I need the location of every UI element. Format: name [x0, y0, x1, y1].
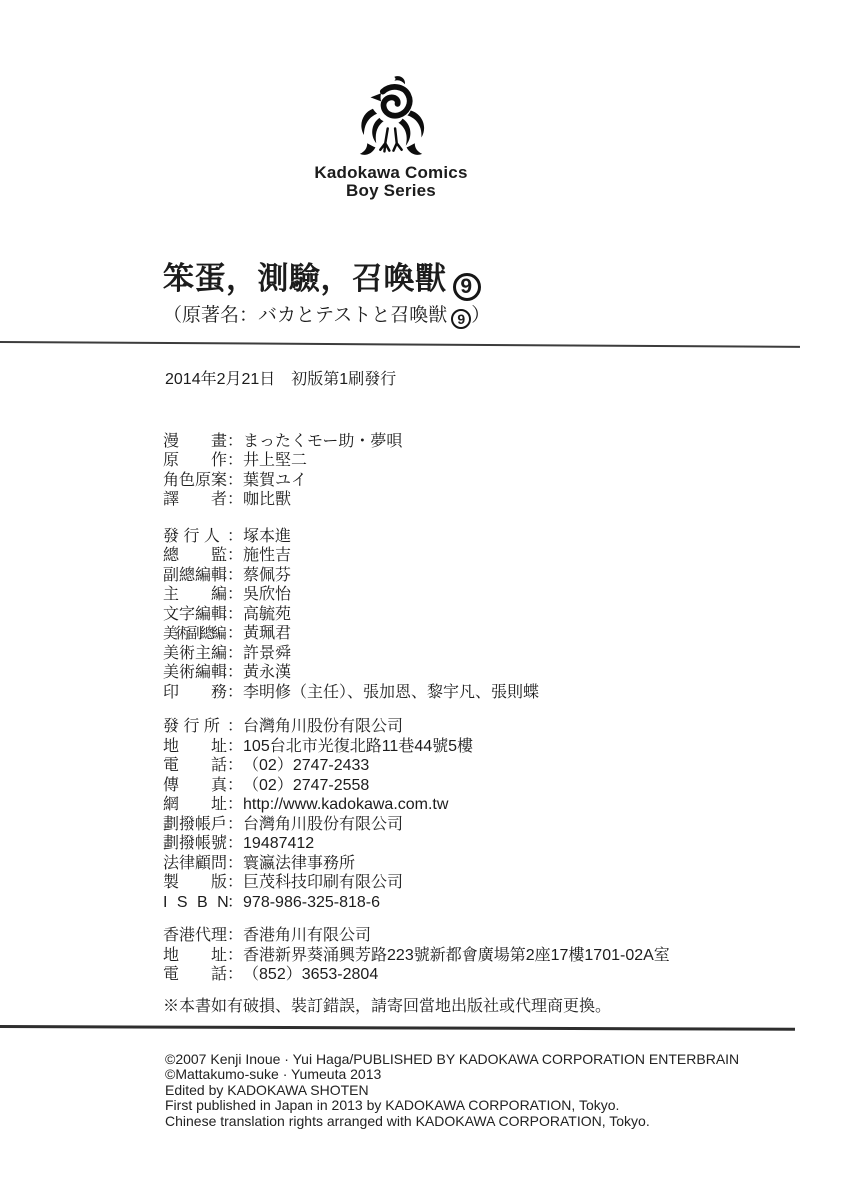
credit-value: 台灣角川股份有限公司 — [243, 718, 404, 735]
credit-colon: ： — [227, 874, 244, 891]
divider-line-top — [0, 341, 800, 348]
isbn-value: 978-986-325-818-6 — [243, 893, 381, 911]
credit-row — [163, 965, 850, 985]
page-title — [163, 260, 850, 301]
credit-value: 黃永漢 — [243, 664, 292, 681]
credit-value: 黃珮君 — [243, 625, 292, 642]
credit-colon: ： — [227, 664, 244, 681]
logo-caption-line2: Boy Series — [346, 181, 436, 200]
credit-colon: ： — [227, 547, 244, 564]
credit-value: 吳欣怡 — [243, 586, 292, 603]
copyright-line: Edited by KADOKAWA SHOTEN — [165, 1081, 369, 1098]
credit-row — [163, 490, 850, 510]
credit-row — [163, 527, 850, 547]
credit-row — [163, 946, 850, 966]
credit-row — [163, 585, 850, 605]
credit-label: 地 址 — [163, 737, 228, 755]
credit-row — [163, 644, 850, 664]
staff-credits — [163, 432, 850, 510]
credit-colon: ： — [227, 683, 244, 701]
credit-colon: ： — [227, 966, 244, 983]
credit-value: 葉賀ユイ — [243, 471, 308, 489]
logo-caption-line1: Kadokawa Comics — [314, 163, 468, 182]
credit-label: 網 址 — [163, 796, 228, 813]
credit-value: 李明修（主任）、張加恩、黎宇凡、張則蝶 — [243, 683, 540, 701]
credit-colon: ： — [227, 815, 244, 833]
credit-label: 美術副總編 — [163, 625, 225, 642]
original-volume-badge: 9 — [451, 309, 471, 329]
divider-line-bottom — [0, 1025, 795, 1031]
publisher-info — [163, 717, 850, 912]
credit-label: 法律顧問 — [163, 854, 228, 872]
credit-label: 電 話 — [163, 757, 228, 774]
credit-colon: ： — [227, 625, 244, 642]
credit-label: 文字編輯 — [163, 605, 228, 623]
credit-row — [163, 451, 850, 471]
credit-value: （852）3653-2804 — [243, 966, 379, 983]
credit-row — [163, 605, 850, 625]
credit-value: 高毓苑 — [243, 605, 292, 623]
credit-value: 香港角川有限公司 — [243, 927, 372, 944]
volume-number-badge: 9 — [453, 273, 481, 301]
credit-colon: ： — [227, 566, 244, 584]
publisher-logo-block — [281, 74, 501, 200]
kadokawa-phoenix-icon — [350, 74, 432, 160]
credit-label: 譯 者 — [163, 491, 228, 508]
credit-row — [163, 624, 850, 644]
credit-value: 香港新界葵涌興芳路223號新都會廣場第2座17樓1701-02A室 — [243, 946, 670, 964]
credit-colon: ： — [227, 796, 244, 813]
credit-value: 巨茂科技印刷有限公司 — [243, 874, 404, 891]
credit-row — [163, 834, 850, 854]
credit-row — [163, 893, 850, 913]
credit-value: 許景舜 — [243, 644, 292, 662]
credit-label: 印 務 — [163, 683, 228, 701]
credit-label: 電 話 — [163, 966, 228, 983]
credit-colon: ： — [227, 491, 244, 508]
credit-label: 角色原案 — [163, 471, 228, 489]
credit-value: 寰瀛法律事務所 — [243, 854, 356, 872]
credit-row — [163, 546, 850, 566]
credit-row — [163, 737, 850, 757]
credit-row — [163, 432, 850, 452]
credit-value: 19487412 — [243, 835, 315, 852]
copyright-line: ©Mattakumo-suke · Yumeuta 2013 — [165, 1066, 382, 1083]
production-credits — [163, 527, 850, 703]
replacement-notice: ※本書如有破損、裝訂錯誤，請寄回當地出版社或代理商更換。 — [163, 997, 612, 1015]
credit-label: 漫 畫 — [163, 432, 228, 450]
credit-value: 咖比獸 — [243, 491, 292, 508]
credit-row — [163, 776, 850, 796]
credit-colon: ： — [227, 776, 244, 794]
credit-label: 發 行 所 — [163, 718, 220, 735]
credit-colon: ： — [227, 605, 244, 623]
credit-colon: ： — [227, 946, 244, 964]
credit-value: 施性吉 — [243, 547, 292, 564]
credit-row — [163, 683, 850, 703]
website-url: http://www.kadokawa.com.tw — [243, 796, 449, 813]
credit-value: 塚本進 — [243, 527, 292, 545]
credit-colon: ： — [227, 527, 244, 545]
credit-value: 台灣角川股份有限公司 — [243, 815, 404, 833]
copyright-line: Chinese translation rights arranged with KADOKAWA CORPORATION, Tokyo. — [165, 1112, 650, 1129]
edition-date: 2014年2月21日 初版第1刷發行 — [165, 370, 397, 388]
credit-label: 美術編輯 — [163, 664, 228, 681]
credit-colon: ： — [227, 452, 244, 469]
credit-row — [163, 795, 850, 815]
credit-colon: ： — [227, 757, 244, 774]
credit-label: 製 版 — [163, 874, 228, 891]
credit-row — [163, 471, 850, 491]
credit-row — [163, 663, 850, 683]
copyright-block — [165, 1052, 850, 1130]
credit-row — [163, 566, 850, 586]
credit-label: 發 行 人 — [163, 527, 220, 545]
title-block — [163, 260, 850, 329]
credit-row — [163, 717, 850, 737]
copyright-line: First published in Japan in 2013 by KADOKAWA CORPORATION, Tokyo. — [165, 1097, 620, 1114]
credit-colon: ： — [227, 471, 244, 489]
credit-value: まったくモー助・夢唄 — [243, 432, 403, 450]
credit-colon: ： — [227, 927, 244, 944]
credit-label: 主 編 — [163, 586, 228, 603]
book-title-text: 笨蛋，測驗，召喚獸 — [163, 261, 447, 296]
credit-label: 原 作 — [163, 452, 228, 469]
credit-label: 美術主編 — [163, 644, 228, 662]
hongkong-agent-info — [163, 926, 850, 985]
isbn-label: I S B N — [163, 893, 232, 911]
credit-label: 副總編輯 — [163, 566, 228, 584]
original-title — [163, 303, 850, 329]
credit-row — [163, 854, 850, 874]
credit-colon: ： — [227, 644, 244, 662]
credit-value: 105台北市光復北路11巷44號5樓 — [243, 737, 474, 755]
credit-colon: ： — [227, 718, 244, 735]
credit-value: 蔡佩芬 — [243, 566, 292, 584]
credit-value: （02）2747-2433 — [243, 757, 370, 774]
credit-colon: ： — [227, 893, 244, 911]
credit-row — [163, 815, 850, 835]
credit-row — [163, 926, 850, 946]
original-title-close: ） — [471, 304, 491, 326]
credit-colon: ： — [227, 854, 244, 872]
credit-label: 劃撥帳號 — [163, 835, 228, 852]
credit-colon: ： — [227, 586, 244, 603]
credit-label: 香港代理 — [163, 927, 228, 944]
credit-row — [163, 873, 850, 893]
credit-colon: ： — [227, 737, 244, 755]
credit-value: （02）2747-2558 — [243, 776, 370, 794]
credit-value: 井上堅二 — [243, 452, 308, 469]
original-title-text: （原著名：バカとテストと召喚獣 — [163, 304, 448, 326]
copyright-line: ©2007 Kenji Inoue · Yui Haga/PUBLISHED BY KADOKAWA CORPORATION ENTERBRAIN — [165, 1050, 740, 1067]
credit-label: 總 監 — [163, 547, 228, 564]
credit-row — [163, 756, 850, 776]
credit-label: 劃撥帳戶 — [163, 815, 228, 833]
credit-colon: ： — [227, 432, 244, 450]
credit-label: 傳 真 — [163, 776, 228, 794]
credit-label: 地 址 — [163, 946, 228, 964]
credit-colon: ： — [227, 835, 244, 852]
